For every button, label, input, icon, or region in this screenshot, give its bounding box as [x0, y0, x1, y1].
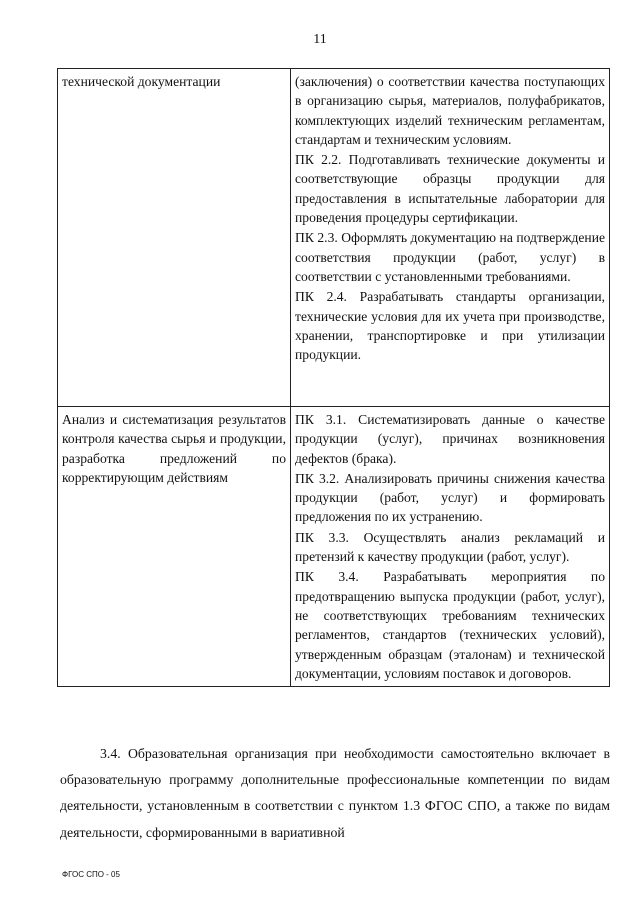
competencies-table — [57, 68, 610, 687]
body-paragraph: 3.4. Образовательная организация при необходимости самостоятельно включает в образовательную программу дополнительные профессиональные компетенции по видам деятельности, установленным в соответствии с пунктом 1.3 ФГОС СПО, а также по видам деятельности, сформированными в вариативной — [60, 746, 610, 840]
competencies-cell — [291, 69, 610, 407]
competency-item: (заключения) о соответствии качества поступающих в организацию сырья, материалов, полуфабрикатов, комплектующих изделий техническим регламентам, стандартам и техническим условиям. — [295, 74, 605, 147]
competencies-cell — [291, 407, 610, 687]
footer-code: ФГОС СПО - 05 — [62, 870, 120, 879]
page-number: 11 — [313, 32, 327, 47]
table-row — [58, 407, 610, 687]
competency-item: ПК 2.3. Оформлять документацию на подтверждение соответствия продукции (работ, услуг) в соответствии с установленными требованиями. — [295, 230, 605, 284]
competency-item: ПК 3.3. Осуществлять анализ рекламаций и претензий к качеству продукции (работ, услуг). — [295, 529, 605, 565]
competency-item: ПК 3.4. Разрабатывать мероприятия по предотвращению выпуска продукции (работ, услуг), не соответствующих требованиям технических регламентов, стандартов (технических условий), утвержденным образцам (эталонам) и технической документации, условиям поставок и договоров. — [295, 569, 605, 681]
activity-cell: технической документации — [58, 69, 291, 407]
competency-item: ПК 2.2. Подготавливать технические документы и соответствующие образцы продукции для предоставления в испытательные лаборатории для проведения процедуры сертификации. — [295, 152, 605, 226]
competency-item: ПК 2.4. Разрабатывать стандарты организации, технические условия для их учета при производстве, хранении, транспортировке и при утилизации продукции. — [295, 289, 605, 363]
activity-cell: Анализ и систематизация результатов контроля качества сырья и продукции, разработка предложений по корректирующим действиям — [58, 407, 291, 687]
table-row — [58, 69, 610, 407]
competency-item: ПК 3.2. Анализировать причины снижения качества продукции (работ, услуг) и формировать предложения по их устранению. — [295, 470, 605, 525]
competency-item: ПК 3.1. Систематизировать данные о качестве продукции (услуг), причинах возникновения дефектов (брака). — [295, 412, 605, 466]
